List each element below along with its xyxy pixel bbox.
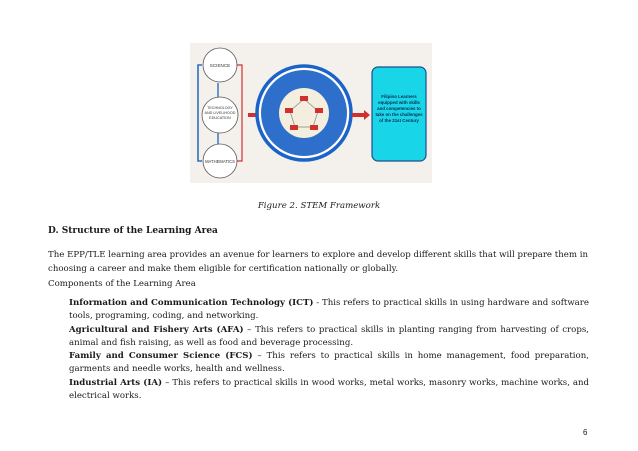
outcome-line-2: equipped with skills [378,100,420,105]
process-step-5 [285,108,293,113]
component-desc: – This refers to practical skills in wood works, metal works, masonry works, machine works, and electrical works. [69,378,590,402]
component-fcs [69,350,589,376]
left-bracket [198,65,202,161]
page-number: 6 [583,428,588,437]
technology-circle [202,97,238,133]
component-ia [69,377,589,403]
component-desc: - This refers to practical skills in using hardware and software tools, programing, coding, and networking. [69,298,589,322]
science-label: SCIENCE [209,63,231,68]
section-heading: D. Structure of the Learning Area [48,226,218,236]
science-circle [203,48,237,82]
component-term: Family and Consumer Science (FCS) [69,351,253,361]
process-step-2 [315,108,323,113]
arrow-to-outcome-icon [352,110,370,120]
process-step-1 [300,96,308,101]
mathematics-label: MATHEMATICS [205,159,235,164]
component-term: Information and Communication Technology (ICT) [69,298,314,308]
technology-label-1: TECHNOLOGY [207,106,233,110]
intro-paragraph: The EPP/TLE learning area provides an avenue for learners to explore and develop different skills that will prepare them in choosing a career and make them eligible for certification nationally or globally. [48,250,588,274]
stem-framework-figure [190,43,432,183]
component-desc: – This refers to practical skills in home management, food preparation, garments and needle works, health and wellness. [69,351,589,375]
components-label: Components of the Learning Area [48,279,196,289]
process-step-3 [310,125,318,130]
outcome-box [372,67,426,161]
figure-caption: Figure 2. STEM Framework [257,201,381,211]
process-step-4 [290,125,298,130]
outcome-line-5: of the 21st Century [379,118,419,123]
stem-diagram [190,43,432,183]
technology-label-2: AND LIVELIHOOD [204,111,236,115]
component-ict [69,297,589,323]
component-term: Industrial Arts (IA) [69,378,163,388]
outcome-line-4: take on the challenges [375,112,423,117]
technology-label-3: EDUCATION [209,116,231,120]
component-term: Agricultural and Fishery Arts (AFA) [69,325,244,335]
component-afa [69,324,589,350]
component-desc: – This refers to practical skills in planting ranging from harvesting of crops, animal and fish raising, as well as food and beverage processing. [69,325,589,349]
mathematics-circle [203,144,237,178]
outcome-line-3: and competencies to [377,106,421,111]
outcome-line-1: Filipino Learners [381,94,417,99]
